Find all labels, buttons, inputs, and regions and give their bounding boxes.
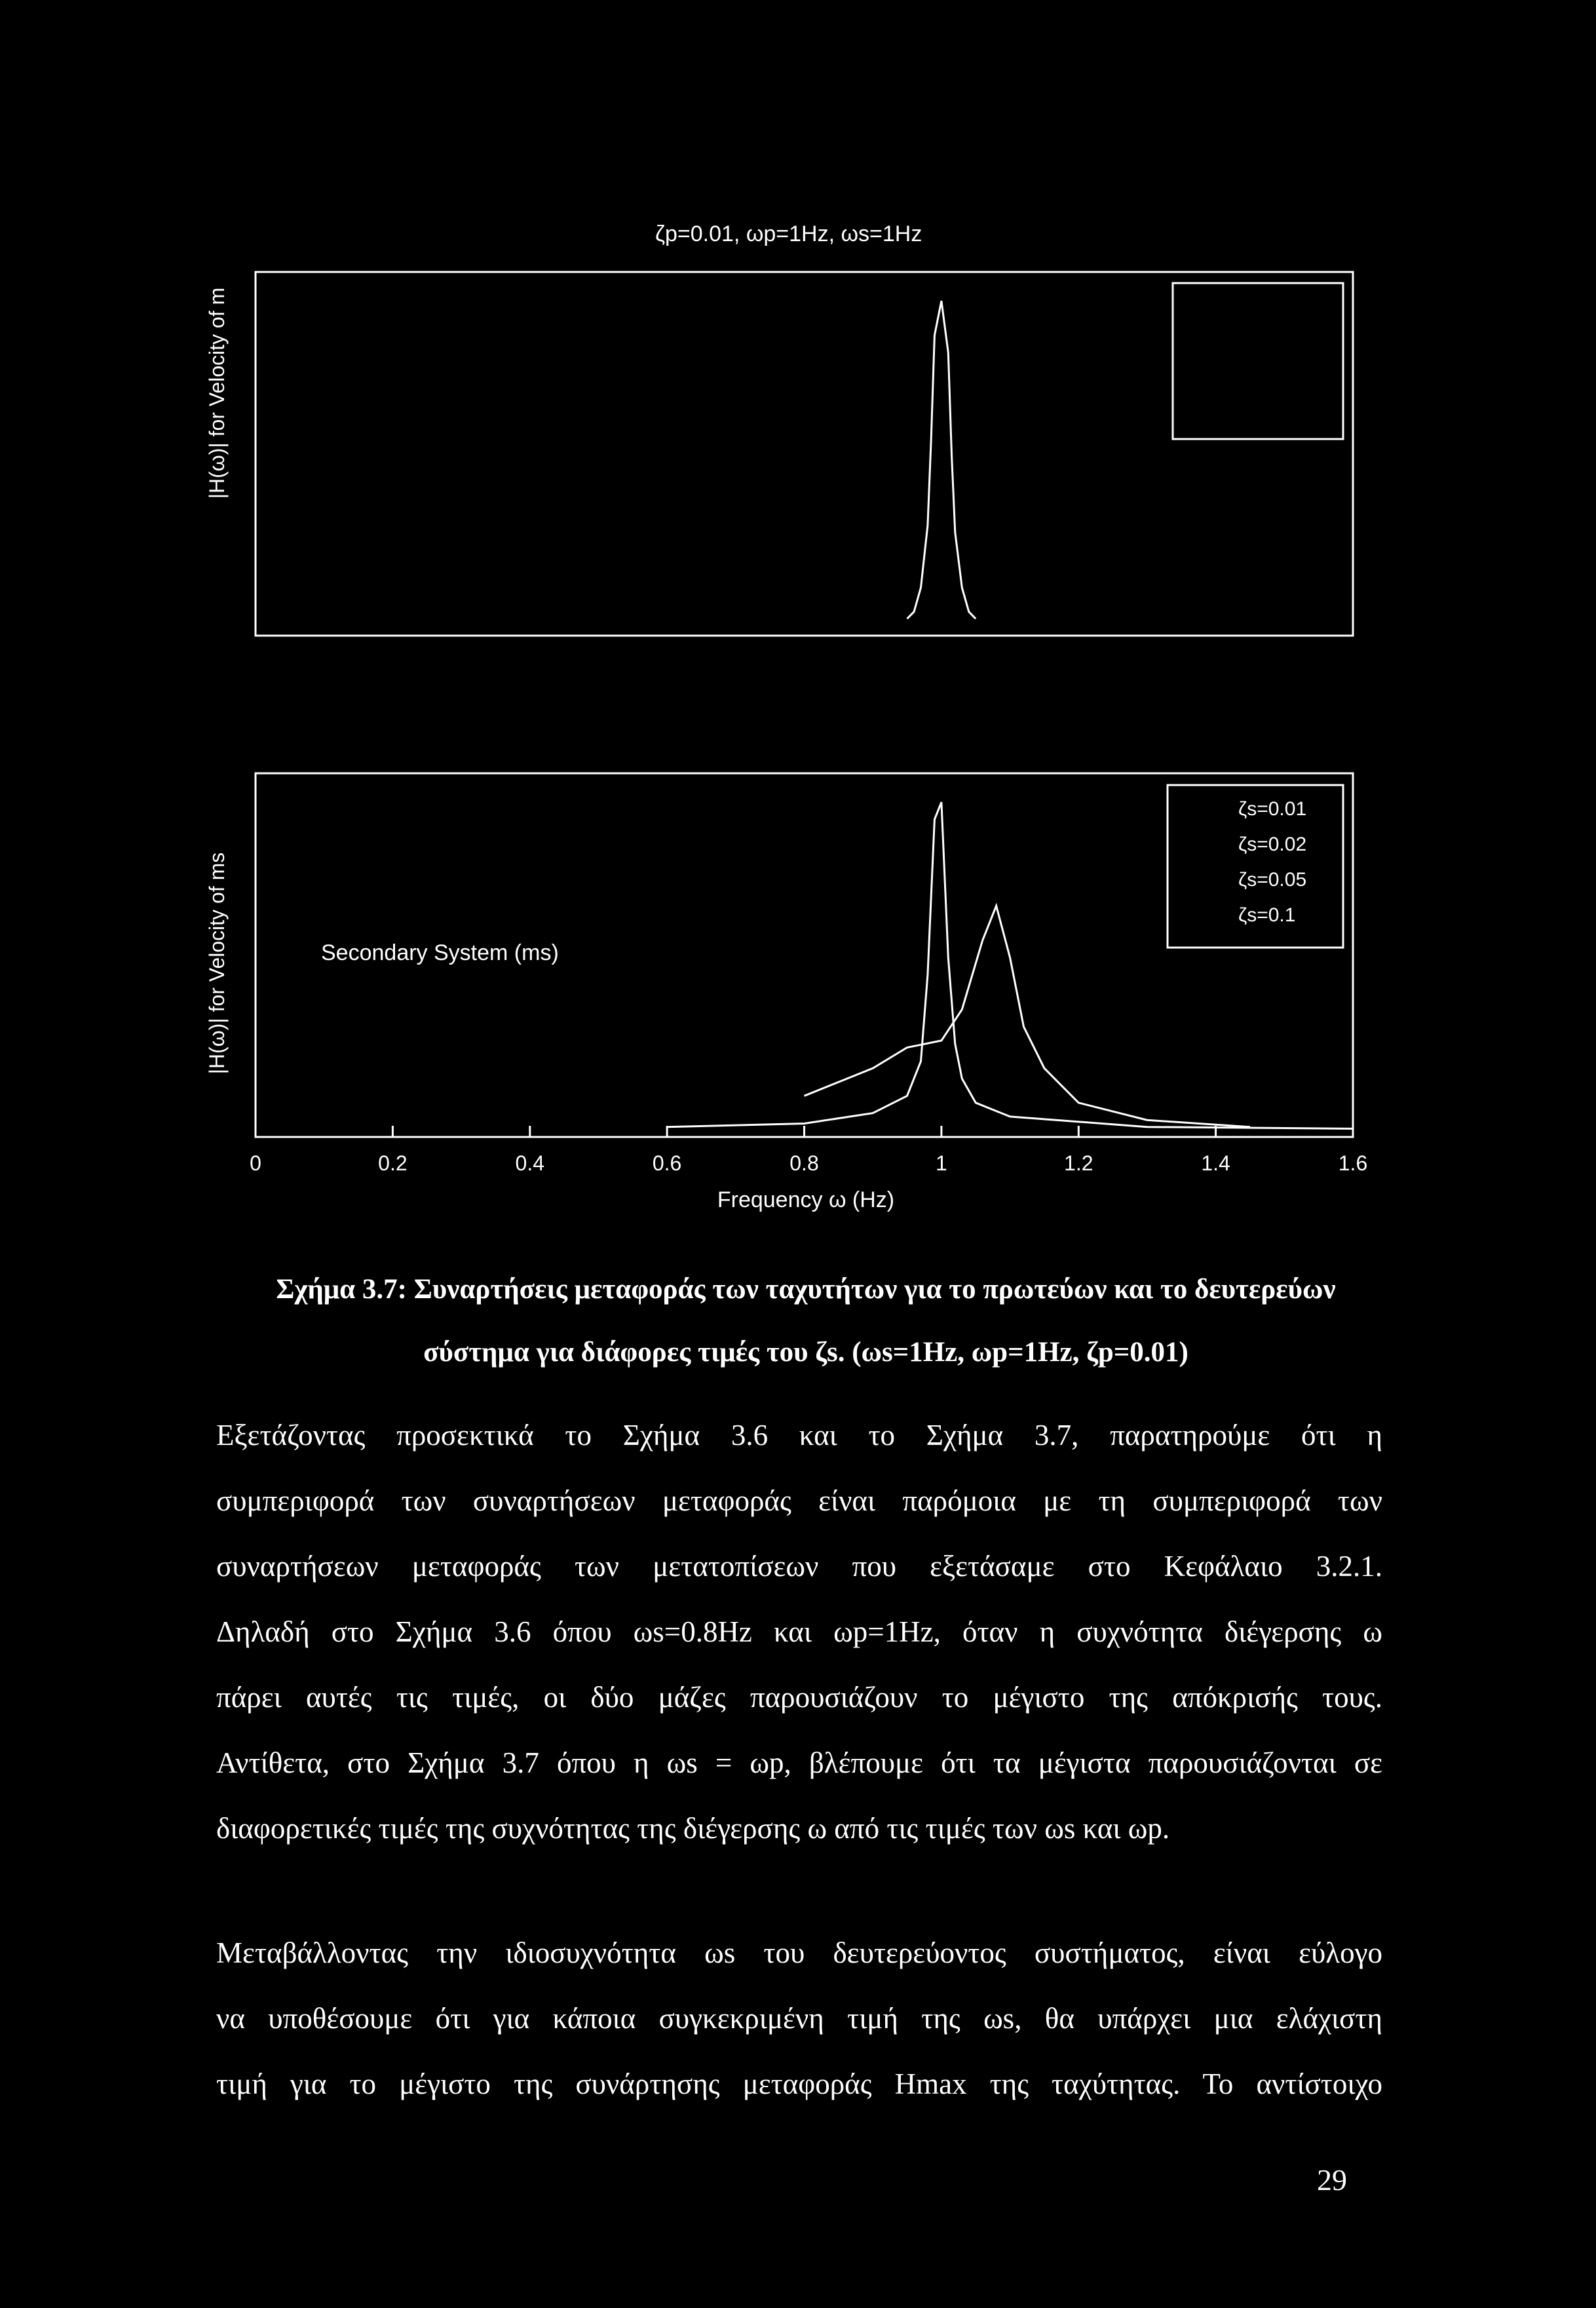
paragraph-1-line: διαφορετικές τιμές της συχνότητας της διέγερσης ω από τις τιμές των ωs και ωp. [216, 1812, 1170, 1845]
x-tick-label: 1.2 [1064, 1151, 1093, 1175]
paragraph-1-line: συμπεριφορά των συναρτήσεων μεταφοράς είναι παρόμοια με τη συμπεριφορά των [216, 1484, 1382, 1517]
x-tick-label: 1 [936, 1151, 947, 1175]
paragraph-1-line: Αντίθετα, στο Σχήμα 3.7 όπου η ωs = ωp, βλέπουμε ότι τα μέγιστα παρουσιάζονται σε [216, 1746, 1382, 1779]
figure-caption-line-2: σύστημα για διάφορες τιμές του ζs. (ωs=1Hz, ωp=1Hz, ζp=0.01) [423, 1337, 1188, 1368]
secondary-system-annotation: Secondary System (ms) [321, 940, 559, 965]
series-line-2 [805, 906, 1251, 1126]
paragraph-1-line: πάρει αυτές τις τιμές, οι δύο μάζες παρουσιάζουν το μέγιστο της απόκρισής τους. [216, 1681, 1382, 1714]
top-panel-title: ζp=0.01, ωp=1Hz, ωs=1Hz [655, 221, 922, 246]
paragraph-2-line: να υποθέσουμε ότι για κάποια συγκεκριμένη τιμή της ωs, θα υπάρχει μια ελάχιστη [216, 2002, 1382, 2035]
bottom-panel-ylabel: |H(ω)| for Velocity of ms [205, 852, 229, 1075]
x-tick-labels [250, 1126, 1367, 1175]
x-tick-label: 0.2 [378, 1151, 408, 1175]
series-line-1 [907, 301, 976, 619]
x-tick-label: 0.6 [652, 1151, 682, 1175]
x-tick-label: 0.8 [789, 1151, 819, 1175]
legend-entry-2: ζs=0.02 [1238, 834, 1307, 855]
legend-entry-3: ζs=0.05 [1238, 869, 1307, 891]
top-panel-legend-box [1173, 283, 1343, 439]
x-tick-label: 0.4 [515, 1151, 545, 1175]
paragraph-1-line: Εξετάζοντας προσεκτικά το Σχήμα 3.6 και το Σχήμα 3.7, παρατηρούμε ότι η [216, 1419, 1382, 1452]
x-tick-label: 1.4 [1201, 1151, 1230, 1175]
paragraph-1-line: Δηλαδή στο Σχήμα 3.6 όπου ωs=0.8Hz και ωp=1Hz, όταν η συχνότητα διέγερσης ω [216, 1615, 1382, 1648]
paragraph-2-line: τιμή για το μέγιστο της συνάρτησης μεταφοράς Hmax της ταχύτητας. Το αντίστοιχο [216, 2068, 1382, 2100]
top-plot-area [907, 301, 976, 619]
top-panel-axes [256, 272, 1353, 636]
top-panel [205, 221, 1353, 636]
legend-entry-4: ζs=0.1 [1238, 904, 1296, 926]
x-tick-label: 1.6 [1338, 1151, 1368, 1175]
x-axis-label: Frequency ω (Hz) [717, 1187, 895, 1212]
x-tick-label: 0 [250, 1151, 261, 1175]
bottom-legend [1238, 798, 1306, 926]
paragraph-1-line: συναρτήσεων μεταφοράς των μετατοπίσεων που εξετάσαμε στο Κεφάλαιο 3.2.1. [216, 1550, 1382, 1583]
paragraph-2-line: Μεταβάλλοντας την ιδιοσυχνότητα ωs του δευτερεύοντος συστήματος, είναι εύλογο [216, 1936, 1382, 1969]
bottom-panel [205, 773, 1367, 1212]
top-panel-ylabel: |H(ω)| for Velocity of m [205, 287, 229, 499]
figure-caption-line-1: Σχήμα 3.7: Συναρτήσεις μεταφοράς των ταχυτήτων για το πρωτεύων και το δευτερεύων [276, 1274, 1336, 1305]
page-number: 29 [1317, 2163, 1347, 2197]
legend-entry-1: ζs=0.01 [1238, 798, 1307, 820]
